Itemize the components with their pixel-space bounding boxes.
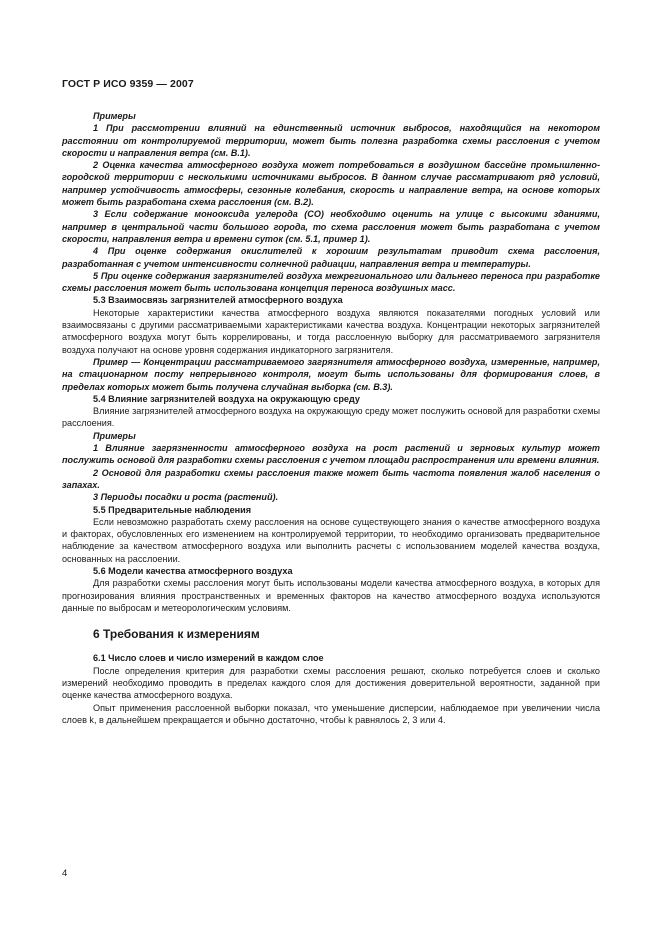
example-paragraph: 2 Оценка качества атмосферного воздуха может потребоваться в воздушном бассейне промышленно-городской территории с несколькими источниками выбросов. В данном случае рассматривают ряд условий, например устойчивость атмосферы, сезонные колебания, скорость и направление ветра, на основе которых может быть разработана схема расслоения (см. В.2).: [62, 160, 600, 208]
body-paragraph: После определения критерия для разработки схемы расслоения решают, сколько потребуется слоев и сколько измерений необходимо проводить в пределах каждого слоя для достижения доверительной вероятности, заданной при оценке качества атмосферного воздуха.: [62, 665, 600, 701]
body-paragraph: Если невозможно разработать схему расслоения на основе существующего знания о качестве атмосферного воздуха и факторах, обусловленных его изменением на контролируемой территории, то необходимо организовать предварительное наблюдение за качеством атмосферного воздуха или выполнить расчеты с использованием моделей качества воздуха, основанных на расслоении.: [62, 516, 600, 564]
example-paragraph: 1 Влияние загрязненности атмосферного воздуха на рост растений и зерновых культур может послужить основой для разработки схемы расслоения с учетом площади распространения или времени влияния.: [62, 443, 600, 466]
section-heading-6-1: 6.1 Число слоев и число измерений в каждом слое: [93, 653, 324, 664]
example-paragraph: 5 При оценке содержания загрязнителей воздуха межрегионального или дальнего переноса при разработке схемы расслоения может быть использована концепция переноса воздушных масс.: [62, 270, 600, 294]
example-paragraph: Пример — Концентрации рассматриваемого загрязнителя атмосферного воздуха, измеренные, например, на стационарном посту непрерывного контроля, могут быть использованы для формирования слоев, в пределах которых может быть получена случайная выборка (см. В.3).: [62, 356, 600, 392]
examples-label: Примеры: [93, 430, 136, 441]
body-paragraph: Некоторые характеристики качества атмосферного воздуха являются показателями погодных условий или взаимосвязаны с другими рассматриваемыми характеристиками качества воздуха. Концентрации некоторых загрязнителей атмосферного воздуха могут быть коррелированы, и тогда расслоенную выборку для рассматриваемого загрязнителя воздуха получают на основе уровня содержания индикаторного загрязнителя.: [62, 307, 600, 355]
section-heading-5-5: 5.5 Предварительные наблюдения: [93, 504, 252, 515]
section-heading-5-6: 5.6 Модели качества атмосферного воздуха: [93, 565, 293, 576]
document-header: ГОСТ Р ИСО 9359 — 2007: [62, 78, 194, 90]
example-paragraph: 3 Периоды посадки и роста (растений).: [93, 492, 279, 503]
document-body: [62, 110, 600, 726]
section-heading-5-4: 5.4 Влияние загрязнителей воздуха на окружающую среду: [93, 393, 360, 404]
example-paragraph: 4 При оценке содержания окислителей к хорошим результатам приводит схема расслоения, разработанная с учетом интенсивности солнечной радиации, направления ветра и температуры.: [62, 246, 600, 269]
body-paragraph: Для разработки схемы расслоения могут быть использованы модели качества атмосферного воздуха, в которых для прогнозирования влияния пространственных и временных факторов на качество атмосферного воздуха используются данные по выбросам и метеорологическим условиям.: [62, 578, 600, 613]
body-paragraph: Опыт применения расслоенной выборки показал, что уменьшение дисперсии, наблюдаемое при увеличении числа слоев k, в дальнейшем прекращается и обычно достаточно, чтобы k равнялось 2, 3 или 4.: [62, 702, 600, 725]
examples-label: Примеры: [93, 111, 136, 121]
example-paragraph: 2 Основой для разработки схемы расслоения также может быть частота появления жалоб населения о запахах.: [62, 467, 600, 490]
example-paragraph: 1 При рассмотрении влияний на единственный источник выбросов, находящийся на некотором расстоянии от контролируемой территории, может быть полезна разработка схемы расслоения с учетом скорости и направления ветра (см. В.1).: [62, 123, 600, 158]
body-paragraph: Влияние загрязнителей атмосферного воздуха на окружающую среду может послужить основой для разработки схемы расслоения.: [62, 406, 600, 429]
section-heading-5-3: 5.3 Взаимосвязь загрязнителей атмосферного воздуха: [93, 295, 343, 306]
page-number: 4: [62, 868, 68, 879]
section-heading-6: 6 Требования к измерениям: [93, 627, 260, 642]
example-paragraph: 3 Если содержание монооксида углерода (СО) необходимо оценить на улице с высокими зданиями, например в центральной части большого города, то схема расслоения может быть разработана с учетом скорости, направления ветра и времени суток (см. 5.1, пример 1).: [62, 209, 600, 244]
